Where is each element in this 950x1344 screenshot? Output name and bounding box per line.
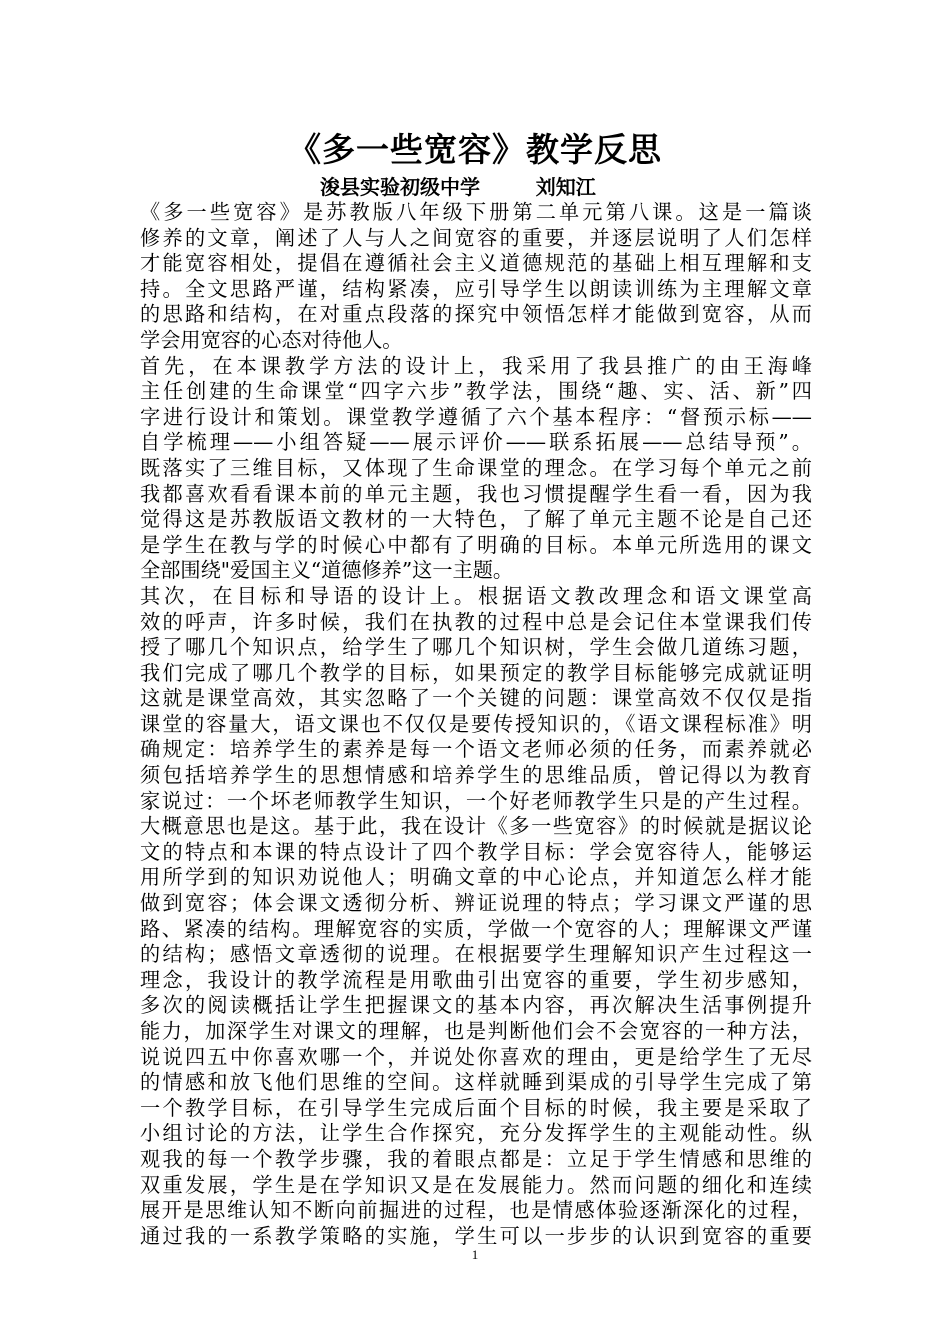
text-line: 这就是课堂高效，其实忽略了一个关键的问题：课堂高效不仅仅是指 xyxy=(140,686,812,711)
text-line: 用所学到的知识劝说他人；明确文章的中心论点，并知道怎么样才能 xyxy=(140,865,812,890)
text-line: 其次，在目标和导语的设计上。根据语文教改理念和语文课堂高 xyxy=(140,583,812,608)
text-line: 理念，我设计的教学流程是用歌曲引出宽容的重要，学生初步感知， xyxy=(140,967,812,992)
document-body xyxy=(140,200,812,1249)
text-line: 展开是思维认知不断向前掘进的过程，也是情感体验逐渐深化的过程， xyxy=(140,1198,812,1223)
document-title: 《多一些宽容》教学反思 xyxy=(288,130,662,169)
author-line: 浚县实验初级中学 刘知江 xyxy=(320,175,596,199)
text-line: 确规定：培养学生的素养是每一个语文老师必须的任务，而素养就必 xyxy=(140,737,812,762)
text-line: 多次的阅读概括让学生把握课文的基本内容，再次解决生活事例提升 xyxy=(140,993,812,1018)
text-line: 双重发展，学生是在学知识又是在发展能力。然而问题的细化和连续 xyxy=(140,1172,812,1197)
page-number: 1 xyxy=(471,1247,479,1262)
text-line: 的思路和结构，在对重点段落的探究中领悟怎样才能做到宽容，从而 xyxy=(140,302,812,327)
text-line: 的结构；感悟文章透彻的说理。在根据要学生理解知识产生过程这一 xyxy=(140,942,812,967)
text-line: 授了哪几个知识点，给学生了哪几个知识树，学生会做几道练习题， xyxy=(140,635,812,660)
text-line: 才能宽容相处，提倡在遵循社会主义道德规范的基础上相互理解和支 xyxy=(140,251,812,276)
text-line: 主任创建的生命课堂“四字六步”教学法，围绕“趣、实、活、新”四 xyxy=(140,379,812,404)
text-line: 既落实了三维目标，又体现了生命课堂的理念。在学习每个单元之前 xyxy=(140,455,812,480)
text-line: 的情感和放飞他们思维的空间。这样就睡到渠成的引导学生完成了第 xyxy=(140,1070,812,1095)
text-line: 小组讨论的方法，让学生合作探究，充分发挥学生的主观能动性。纵 xyxy=(140,1121,812,1146)
text-line: 《多一些宽容》是苏教版八年级下册第二单元第八课。这是一篇谈 xyxy=(140,200,812,224)
text-line: 大概意思也是这。基于此，我在设计《多一些宽容》的时候就是据议论 xyxy=(140,814,812,839)
text-line: 路、紧凑的结构。理解宽容的实质，学做一个宽容的人；理解课文严谨 xyxy=(140,916,812,941)
text-line: 全部围绕"爱国主义“道德修养”这一主题。 xyxy=(140,558,514,583)
text-line: 课堂的容量大，语文课也不仅仅是要传授知识的，《语文课程标准》明 xyxy=(140,711,812,736)
text-line: 字进行设计和策划。课堂教学遵循了六个基本程序：“督预示标—— xyxy=(140,404,812,429)
text-line: 首先，在本课教学方法的设计上，我采用了我县推广的由王海峰 xyxy=(140,353,812,378)
text-line: 持。全文思路严谨，结构紧凑，应引导学生以朗读训练为主理解文章 xyxy=(140,276,812,301)
text-line: 能力，加深学生对课文的理解，也是判断他们会不会宽容的一种方法， xyxy=(140,1019,812,1043)
text-line: 觉得这是苏教版语文教材的一大特色，了解了单元主题不论是自己还 xyxy=(140,507,812,532)
text-line: 是学生在教与学的时候心中都有了明确的目标。本单元所选用的课文 xyxy=(140,532,812,557)
text-line: 我们完成了哪几个教学的目标，如果预定的教学目标能够完成就证明 xyxy=(140,660,812,685)
text-line: 文的特点和本课的特点设计了四个教学目标：学会宽容待人，能够运 xyxy=(140,839,812,864)
text-line: 说说四五中你喜欢哪一个，并说处你喜欢的理由，更是给学生了无尽 xyxy=(140,1044,812,1069)
text-line: 修养的文章，阐述了人与人之间宽容的重要，并逐层说明了人们怎样 xyxy=(140,225,812,250)
text-line: 须包括培养学生的思想情感和培养学生的思维品质，曾记得以为教育 xyxy=(140,763,812,788)
text-line: 家说过：一个坏老师教学生知识，一个好老师教学生只是的产生过程。 xyxy=(140,788,812,813)
text-line: 我都喜欢看看课本前的单元主题，我也习惯提醒学生看一看，因为我 xyxy=(140,481,812,506)
text-line: 自学梳理——小组答疑——展示评价——联系拓展——总结导预”。 xyxy=(140,430,812,455)
text-line: 观我的每一个教学步骤，我的着眼点都是：立足于学生情感和思维的 xyxy=(140,1146,812,1171)
text-line: 通过我的一系教学策略的实施，学生可以一步步的认识到宽容的重要 xyxy=(140,1223,812,1248)
text-line: 效的呼声，许多时候，我们在执教的过程中总是会记住本堂课我们传 xyxy=(140,609,812,634)
text-line: 做到宽容；体会课文透彻分析、辨证说理的特点；学习课文严谨的思 xyxy=(140,891,812,916)
text-line: 一个教学目标，在引导学生完成后面个目标的时候，我主要是采取了 xyxy=(140,1095,812,1120)
text-line: 学会用宽容的心态对待他人。 xyxy=(140,327,403,352)
